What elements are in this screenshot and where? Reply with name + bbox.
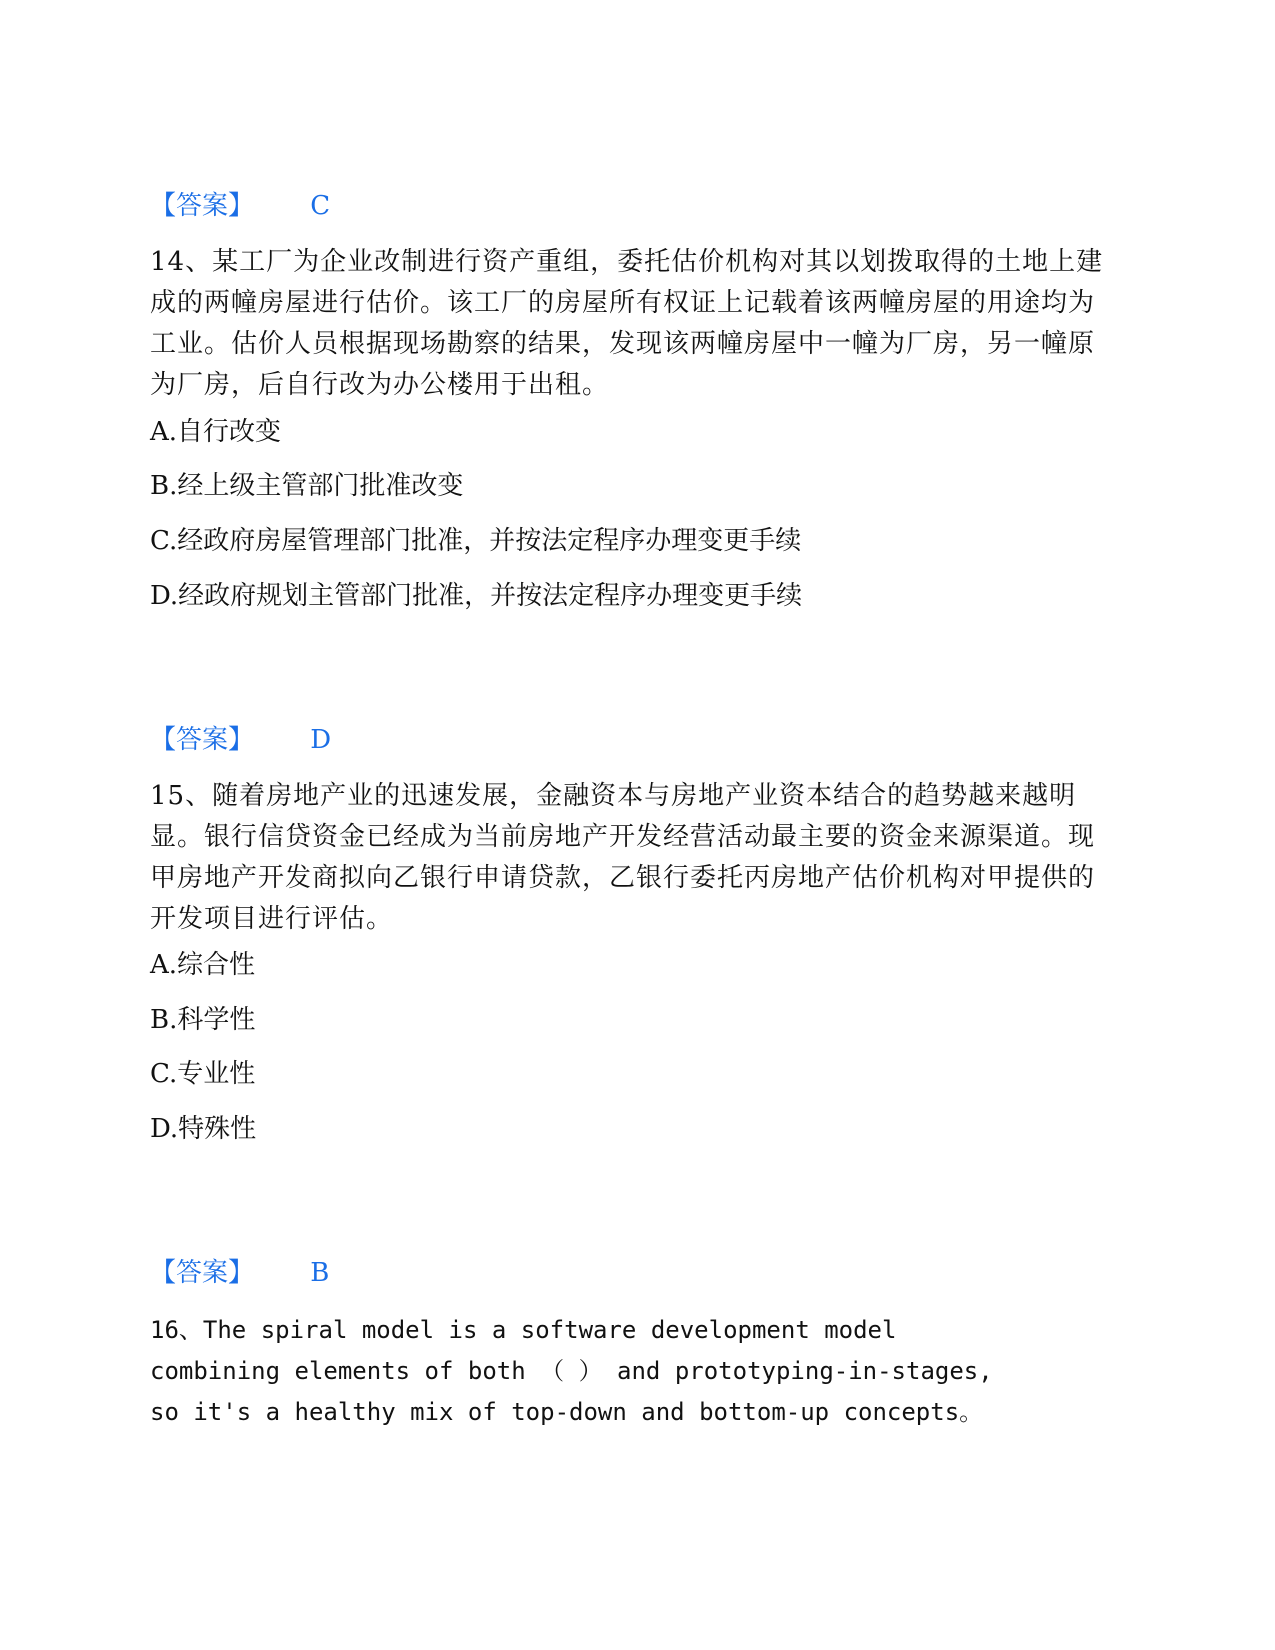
answer-value: D xyxy=(310,725,332,755)
q15-option-d: D.特殊性 xyxy=(150,1114,257,1144)
question-15-text: 15、随着房地产业的迅速发展，金融资本与房地产业资本结合的趋势越来越明显。银行信贷资金已经成为当前房地产开发经营活动最主要的资金来源渠道。现甲房地产开发商拟向乙银行申请贷款，乙银行委托丙房地产估价机构对甲提供的开发项目进行评估。 xyxy=(150,781,1096,934)
q14-option-b: B.经上级主管部门批准改变 xyxy=(150,471,464,501)
q14-option-c: C.经政府房屋管理部门批准，并按法定程序办理变更手续 xyxy=(150,526,802,556)
q14-option-a: A.自行改变 xyxy=(150,417,282,447)
q15-option-b: B.科学性 xyxy=(150,1005,256,1035)
q14-option-d: D.经政府规划主管部门批准，并按法定程序办理变更手续 xyxy=(150,581,803,611)
q15-option-c: C.专业性 xyxy=(150,1059,256,1089)
answer-line-q13 xyxy=(150,188,330,224)
answer-label: 【答案】 xyxy=(150,725,255,755)
answer-value: C xyxy=(310,191,331,221)
answer-label: 【答案】 xyxy=(150,1258,255,1288)
answer-line-q15 xyxy=(150,1255,329,1291)
answer-line-q14 xyxy=(150,722,331,758)
question-14-text: 14、某工厂为企业改制进行资产重组，委托估价机构对其以划拨取得的土地上建成的两幢房屋进行估价。该工厂的房屋所有权证上记载着该两幢房屋的用途均为工业。估价人员根据现场勘察的结果，发现该两幢房屋中一幢为厂房，另一幢原为厂房，后自行改为办公楼用于出租。 xyxy=(150,247,1104,400)
answer-value: B xyxy=(310,1258,330,1288)
answer-label: 【答案】 xyxy=(150,191,255,221)
question-16-text: 16、The spiral model is a software development model combining elements of both （ ） and prototyping-in-stages, so it's a healthy mix of top-down and bottom-up concepts。 xyxy=(150,1316,993,1426)
q15-option-a: A.综合性 xyxy=(150,950,256,980)
